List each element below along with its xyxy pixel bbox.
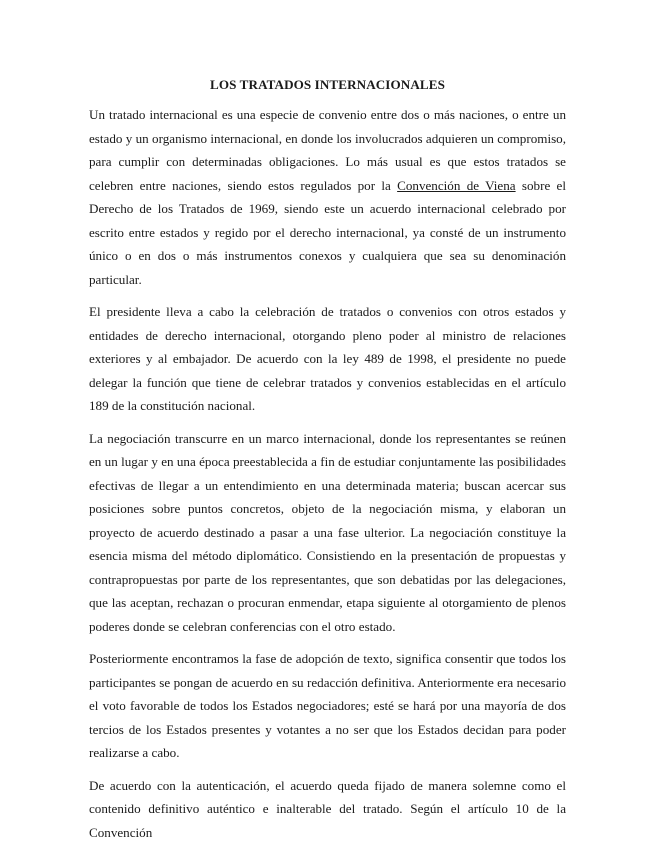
paragraph-1 bbox=[89, 103, 566, 291]
paragraph-1-text-end: sobre el Derecho de los Tratados de 1969, siendo este un acuerdo internacional celebrado por escrito entre estados y regido por el derecho internacional, ya consté de un instrumento único o en dos o más instrumentos conexos y cualquiera que sea su denominación particular. bbox=[89, 177, 566, 287]
document-title: LOS TRATADOS INTERNACIONALES bbox=[210, 77, 445, 92]
paragraph-5: De acuerdo con la autenticación, el acuerdo queda fijado de manera solemne como el contenido definitivo auténtico e inalterable del tratado. Según el artículo 10 de la Convención bbox=[89, 777, 566, 840]
paragraph-2: El presidente lleva a cabo la celebración de tratados o convenios con otros estados y entidades de derecho internacional, otorgando pleno poder al ministro de relaciones exteriores y al embajador. De acuerdo con la ley 489 de 1998, el presidente no puede delegar la función que tiene de celebrar tratados y convenios establecidas en el artículo 189 de la constitución nacional. bbox=[89, 304, 566, 413]
paragraph-4: Posteriormente encontramos la fase de adopción de texto, significa consentir que todos los participantes se pongan de acuerdo en su redacción definitiva. Anteriormente era necesario el voto favorable de todos los Estados negociadores; esté se hará por una mayoría de dos tercios de los Estados presentes y votantes a no ser que los Estados decidan para poder realizarse a cabo. bbox=[89, 651, 566, 760]
paragraph-3: La negociación transcurre en un marco internacional, donde los representantes se reúnen en un lugar y en una época preestablecida a fin de estudiar conjuntamente las posibilidades efectivas de llegar a un entendimiento en una determinada materia; buscan acercar sus posiciones sobre puntos concretos, objeto de la negociación misma, y elaboran un proyecto de acuerdo destinado a pasar a una fase ulterior. La negociación constituye la esencia misma del método diplomático. Consistiendo en la presentación de propuestas y contrapropuestas por parte de los representantes, que son debatidas por las delegaciones, que las aceptan, rechazan o procuran enmendar, etapa siguiente al otorgamiento de plenos poderes donde se celebran conferencias con el otro estado. bbox=[89, 430, 566, 634]
convencion-de-viena-link[interactable]: Convención de Viena bbox=[397, 177, 516, 193]
paragraph-1-text-start: Un tratado internacional es una especie de convenio entre dos o más naciones, o entre un estado y un organismo internacional, en donde los involucrados adquieren un compromiso, para cumplir con determinadas obligaciones. Lo más usual es que estos tratados se celebren entre naciones, siendo estos regulados por la bbox=[89, 107, 566, 193]
